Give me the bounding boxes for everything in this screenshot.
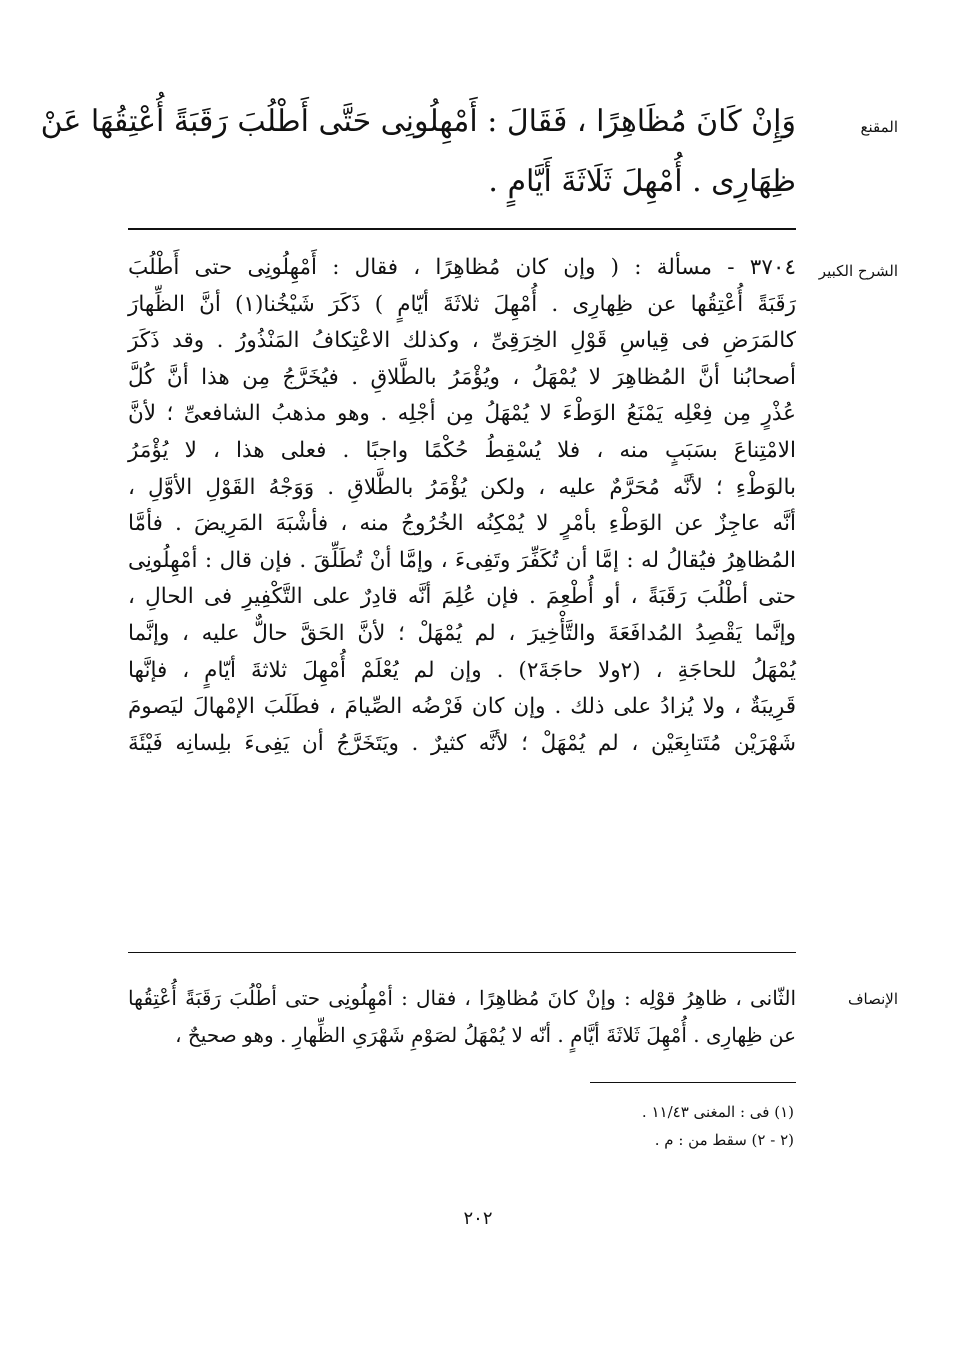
insaf-line: عن ظِهارِى . أُمْهِلَ ثَلاثَةَ أيَّامٍ . أنّه لا يُمْهَلُ لصَوْمِ شَهْرَىِ الظِّهارِ . وهو صحيحٌ ،: [175, 1023, 796, 1047]
muqni-label: المقنع: [860, 118, 898, 136]
sharh-line: أصحابُنا أنَّ المُظاهِرَ لا يُمْهَلُ ، ويُؤْمَرُ بالطَّلاقِ . فيُخَرَّجُ مِن هذا أنَّ كُلَّ: [128, 364, 796, 390]
sharh-line: بالوَطْءِ ؛ لأنَّه مُحَرَّمٌ عليه ، ولكن يُؤْمَرُ بالطَّلاقِ . وَوَجْهُ القَوْلِ الأوَّلِ ،: [128, 474, 796, 500]
sharh-line: قَرِيبَةٌ ، ولا يُزادُ على ذلك . وإن كان فَرْضُه الصِّيامَ ، فطَلَبَ الإمْهالَ ليَصومَ: [128, 694, 796, 720]
page-number: ٢٠٢: [463, 1208, 493, 1229]
sharh-line: كالمَرَضِ فى قِياسِ قَوْلِ الخِرَقِىِّ ، وكذلك الاعْتِكافُ المَنْذُورُ . وقد ذَكَرَ: [128, 328, 796, 354]
sharh-line: المُظاهِرُ فيُقالُ له : إمَّا أن تُكَفِّرَ وتَفِىءَ ، وإمَّا أنْ تُطَلِّقَ . فإن قال : أمْهِلُونِى: [128, 547, 796, 573]
sharh-line: وإنَّما يَقْصِدُ المُدافَعَةَ والتَّأْخِيرَ ، لم يُمْهَلْ ؛ لأنَّ الحَقَّ حالٌّ عليه ، وإنَّما: [128, 620, 796, 646]
sharh-line: الامْتِناعَ بسَبَبٍ منه ، فلا يُسْقِطُ حُكْمًا واجبًا . فعلى هذا ، لا يُؤْمَرُ: [128, 437, 796, 463]
section-divider: [128, 952, 796, 953]
sharh-line: رَقَبَةً أُعْتِقُها عن ظِهارِى . أُمْهِلَ ثلاثَةَ أيّامٍ ) ذَكَرَ شَيْخُنا(١) أنَّ الظِّهارَ: [128, 291, 796, 317]
footnote: (٢ - ٢) سقط من : م .: [654, 1131, 794, 1149]
sharh-line: ٣٧٠٤ - مسألة : ( وإن كان مُظاهِرًا ، فقال : أَمْهِلُونِى حتى أَطْلُبَ: [128, 255, 796, 280]
footnote-divider: [590, 1082, 796, 1083]
sharh-line: يُمْهَلُ للحاجَةِ ، (٢ولا حاجَةَ٢) . وإن لم يُعْلَمْ أُمْهِلَ ثلاثةَ أيّامٍ ، فإنَّها: [128, 657, 796, 683]
footnote: (١) فى : المغنى ١١/٤٣ .: [641, 1103, 794, 1121]
sharh-line: أنَّه عاجِزٌ عن الوَطْءِ بأمْرٍ لا يُمْكِنُه الخُرُوجُ منه ، فأشْبَهَ المَرِيضَ . فأمَّا: [128, 511, 796, 537]
sharh-line: شَهْرَيْن مُتَتابِعَيْن ، لم يُمْهَلْ ؛ لأنَّه كثيرٌ . ويَتَخَرَّجُ أن يَفِىءَ بلِسانِه فَيْئَةَ: [128, 730, 796, 756]
insaf-label: الإنصاف: [847, 990, 898, 1008]
muqni-text: [40, 92, 796, 212]
sharh-label: الشرح الكبير: [818, 262, 898, 280]
insaf-text: [128, 980, 796, 1054]
sharh-line: حتى أطْلُبَ رَقَبَةً ، أو أُطْعِمَ . فإن عُلِمَ أنَّه قادِرٌ على التَّكْفِيرِ فى الحالِ ،: [128, 584, 796, 610]
sharh-line: عُذْرٍ مِن فِعْلِه يَمْنَعُ الوَطْءَ لا يُمْهَلُ مِن أجْلِه . وهو مذهبُ الشافعىِّ ؛ لأنَّ: [128, 401, 796, 427]
muqni-line: وَإِنْ كَانَ مُظَاهِرًا ، فَقَالَ : أَمْهِلُونِى حَتَّى أَطْلُبَ رَقَبَةً أُعْتِقُهَا عَنْ: [40, 104, 796, 139]
section-divider: [128, 228, 796, 230]
muqni-line: ظِهَارِى . أُمْهِلَ ثَلَاثَةَ أَيَّامٍ .: [488, 164, 796, 199]
sharh-text: [128, 250, 796, 762]
insaf-line: الثّانى ، ظاهِرُ قوْلِه : وإنْ كانَ مُظاهِرًا ، فقال : أمْهِلُونِى حتى أطْلُبَ رَقَبَةً أُعْتِقُها: [128, 986, 796, 1010]
